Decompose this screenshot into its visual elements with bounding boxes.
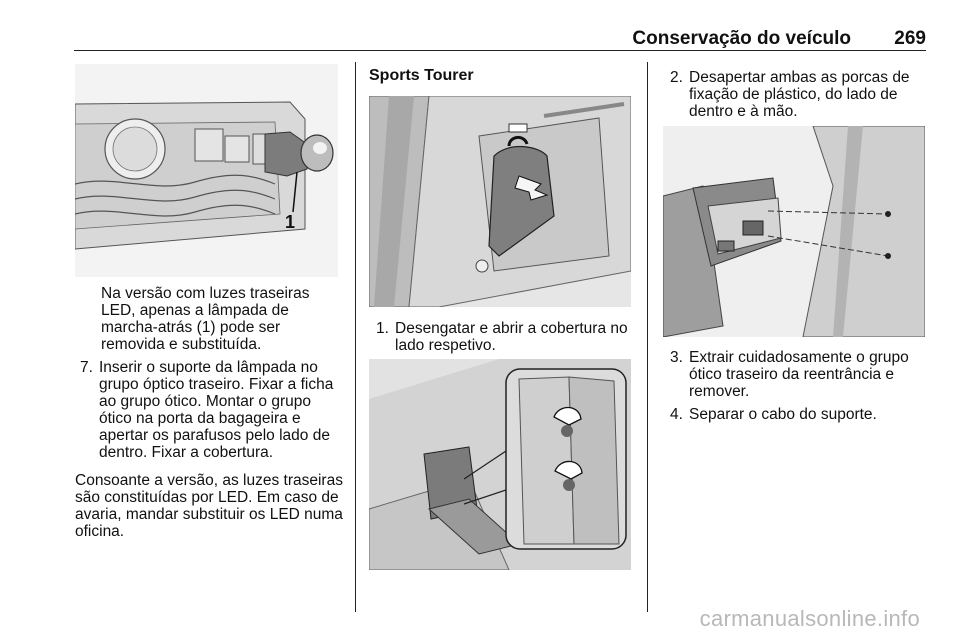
step-3-number: 3. <box>670 349 683 366</box>
step-2-number: 2. <box>670 69 683 86</box>
figure-trunk-cover <box>369 96 631 307</box>
step-4-number: 4. <box>670 406 683 423</box>
section-heading: Sports Tourer <box>369 67 474 84</box>
step-3-text: Extrair cuidadosamente o grupo ótico traseiro da reentrância e remover. <box>689 349 909 400</box>
page-number: 269 <box>894 28 926 49</box>
figure-callout-1: 1 <box>285 212 296 232</box>
step-4-text: Separar o cabo do suporte. <box>689 406 877 423</box>
step-7-number: 7. <box>80 359 93 376</box>
figure-trunk-detail <box>369 359 631 570</box>
led-paragraph: Consoante a versão, as luzes traseiras são constituídas por LED. Em caso de avaria, mandar substituir os LED numa oficina. <box>75 472 343 540</box>
column-divider-2 <box>647 62 648 612</box>
page-title: Conservação do veículo <box>632 28 851 49</box>
figure-tail-light <box>663 126 925 337</box>
watermark: carmanualsonline.info <box>699 606 920 631</box>
column-divider-1 <box>355 62 356 612</box>
step-2-text: Desapertar ambas as porcas de fixação de plástico, do lado de dentro e à mão. <box>689 69 910 120</box>
figure-bulb-holder <box>75 64 338 277</box>
step-7-text: Inserir o suporte da lâmpada no grupo óptico traseiro. Fixar a ficha ao grupo ótico. Montar o grupo ótico na porta da bagageira e apertar os parafusos pelo lado de dentro. Fixar a cobertura. <box>99 359 334 461</box>
page-header <box>74 26 926 51</box>
step-1-text: Desengatar e abrir a cobertura no lado respetivo. <box>395 320 628 354</box>
step-1-number: 1. <box>376 320 389 337</box>
led-note: Na versão com luzes traseiras LED, apenas a lâmpada de marcha-atrás (1) pode ser removida e substituída. <box>101 285 310 353</box>
